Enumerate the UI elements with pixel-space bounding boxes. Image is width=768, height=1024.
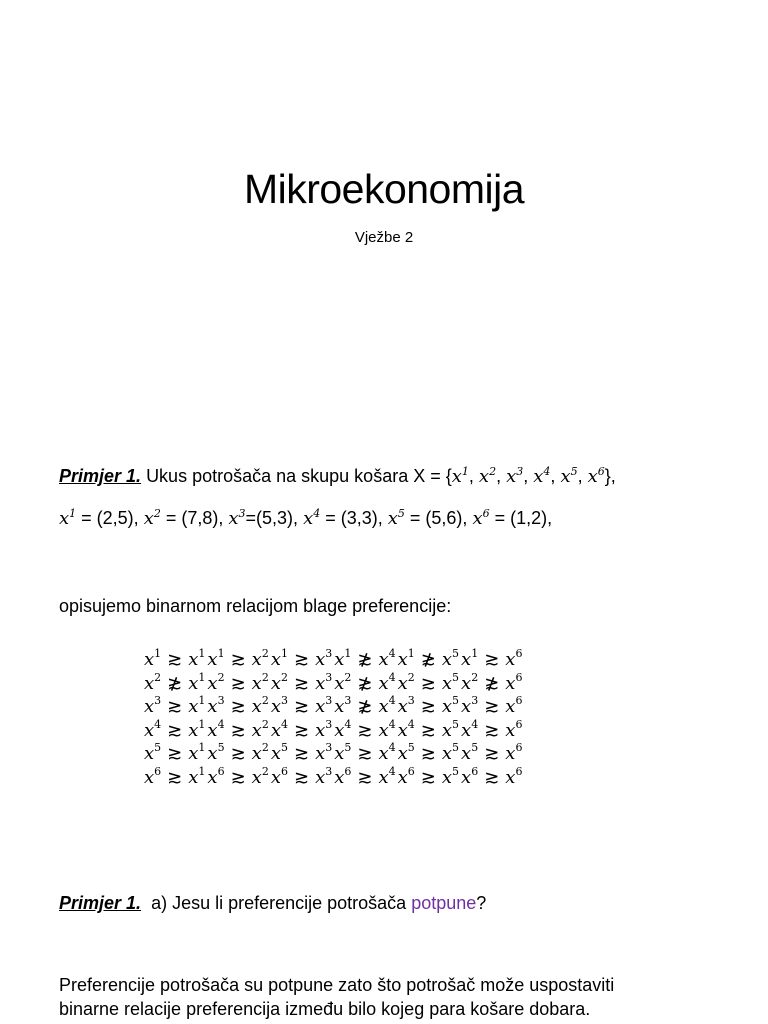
bundle-value: = (1,2), bbox=[489, 508, 553, 528]
relation-row bbox=[144, 695, 654, 719]
relation-pair: $x^6$ ≳ $x^4$ bbox=[334, 764, 396, 788]
relation-pair: $x^4$ ≳ $x^6$ bbox=[461, 717, 523, 741]
set-item-x5: $x^5$ bbox=[560, 465, 578, 487]
relation-pair: $x^4$ ≳ $x^3$ bbox=[270, 717, 333, 741]
preference-relation-matrix bbox=[144, 648, 654, 790]
relation-pair: $x^5$ ≳ $x^5$ bbox=[397, 741, 460, 765]
relation-pair: $x^5$ ≳ $x^3$ bbox=[270, 741, 333, 765]
relation-pair: $x^3$ ≳ $x^6$ bbox=[461, 694, 523, 718]
relation-pair: $x^2$ ≳ $x^2$ bbox=[207, 670, 269, 694]
relation-pair: $x^3$ ≳ $x^3$ bbox=[270, 694, 333, 718]
relation-row bbox=[144, 648, 654, 672]
relation-pair: $x^5$ ≳ $x^6$ bbox=[461, 741, 523, 765]
page-title: Mikroekonomija bbox=[243, 166, 525, 212]
relation-pair: $x^5$ ≳ $x^4$ bbox=[334, 741, 396, 765]
relation-pair: $x^6$ ≳ $x^2$ bbox=[207, 764, 269, 788]
bundle-set: $x^1$, $x^2$, $x^3$, $x^4$, $x^5$, $x^6$ bbox=[451, 465, 605, 487]
relation-pair: $x^2$ ≵ $x^4$ bbox=[334, 670, 396, 694]
relation-pair: $x^1$ ≳ $x^2$ bbox=[207, 647, 269, 670]
set-item-x4: $x^4$ bbox=[533, 465, 551, 487]
set-close: }, bbox=[604, 466, 616, 486]
example1-label: Primjer 1. bbox=[59, 466, 142, 486]
question-label: Primjer 1. bbox=[59, 893, 142, 913]
set-item-x1: $x^1$ bbox=[451, 465, 469, 487]
answer-line-1: Preferencije potrošača su potpune zato što potrošač može uspostaviti bbox=[59, 975, 615, 995]
relation-pair: $x^3$ ≵ $x^4$ bbox=[334, 694, 396, 718]
relation-pair: $x^1$ ≳ $x^3$ bbox=[270, 647, 333, 670]
answer-paragraph bbox=[59, 973, 614, 1021]
relation-pair: $x^1$ ≵ $x^4$ bbox=[334, 647, 396, 670]
bundle-x1: $x^1$ bbox=[59, 507, 77, 529]
bundle-value: = (3,3), bbox=[320, 508, 388, 528]
relation-pair: $x^6$ ≳ $x^5$ bbox=[397, 764, 460, 788]
relation-pair: $x^1$ ≳ $x^1$ bbox=[144, 647, 206, 670]
relation-pair: $x^6$ ≳ $x^6$ bbox=[461, 764, 523, 788]
relation-pair: $x^4$ ≳ $x^2$ bbox=[207, 717, 269, 741]
bundle-x6: $x^6$ bbox=[472, 507, 490, 529]
relation-pair: $x^5$ ≳ $x^1$ bbox=[144, 741, 206, 765]
relation-pair: $x^2$ ≳ $x^3$ bbox=[270, 670, 333, 694]
bundle-x5: $x^5$ bbox=[387, 507, 405, 529]
relation-pair: $x^6$ ≳ $x^3$ bbox=[270, 764, 333, 788]
set-item-x3: $x^3$ bbox=[506, 465, 524, 487]
relation-pair: $x^4$ ≳ $x^4$ bbox=[334, 717, 396, 741]
bundle-value: = (2,5), bbox=[76, 508, 144, 528]
relation-pair: $x^6$ ≳ $x^1$ bbox=[144, 764, 206, 788]
relation-pair: $x^5$ ≳ $x^2$ bbox=[207, 741, 269, 765]
bundle-value: = (7,8), bbox=[160, 508, 229, 528]
relation-pair: $x^4$ ≳ $x^1$ bbox=[144, 717, 206, 741]
bundle-x3: $x^3$ bbox=[228, 507, 246, 529]
example1-set-line bbox=[59, 466, 616, 487]
relation-row bbox=[144, 672, 654, 696]
answer-line-2: binarne relacije preferencija između bilo kojeg para košare dobara. bbox=[59, 999, 591, 1019]
relation-pair: $x^3$ ≳ $x^1$ bbox=[144, 694, 206, 718]
relation-pair: $x^3$ ≳ $x^2$ bbox=[207, 694, 269, 718]
relation-row bbox=[144, 766, 654, 790]
set-item-x6: $x^6$ bbox=[587, 465, 605, 487]
relation-pair: $x^1$ ≳ $x^6$ bbox=[461, 647, 523, 670]
relation-row bbox=[144, 742, 654, 766]
question-line bbox=[59, 893, 486, 914]
question-prefix: a) Jesu li preferencije potrošača bbox=[151, 893, 412, 913]
relation-intro: opisujemo binarnom relacijom blage preferencije: bbox=[59, 596, 452, 616]
relation-row bbox=[144, 719, 654, 743]
set-item-x2: $x^2$ bbox=[478, 465, 497, 487]
relation-pair: $x^2$ ≳ $x^5$ bbox=[397, 670, 460, 694]
example1-text: Ukus potrošača na skupu košara X = { bbox=[146, 466, 452, 486]
bundle-values-line bbox=[59, 508, 552, 529]
relation-pair: $x^3$ ≳ $x^5$ bbox=[397, 694, 460, 718]
page-subtitle: Vježbe 2 bbox=[354, 229, 414, 246]
relation-pair: $x^2$ ≵ $x^6$ bbox=[461, 670, 523, 694]
question-suffix: ? bbox=[476, 893, 487, 913]
bundle-value: = (5,6), bbox=[404, 508, 473, 528]
relation-pair: $x^4$ ≳ $x^5$ bbox=[397, 717, 460, 741]
bundle-value: =(5,3), bbox=[245, 508, 304, 528]
bundle-x2: $x^2$ bbox=[143, 507, 161, 529]
relation-pair: $x^1$ ≵ $x^5$ bbox=[397, 647, 460, 670]
bundle-x4: $x^4$ bbox=[303, 507, 321, 529]
relation-pair: $x^2$ ≵ $x^1$ bbox=[144, 670, 206, 694]
question-highlight: potpune bbox=[411, 893, 477, 913]
